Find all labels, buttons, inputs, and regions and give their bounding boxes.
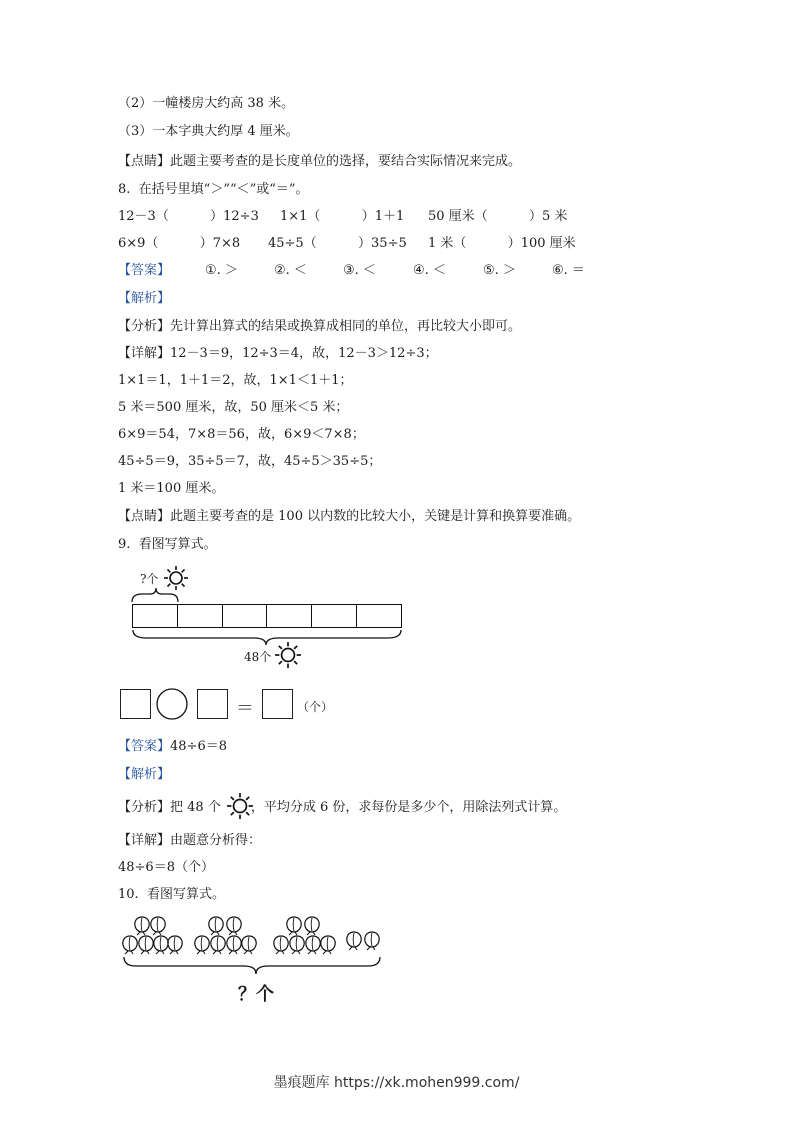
detail-line: 5 米＝500 厘米，故，50 厘米＜5 米； (118, 400, 349, 415)
detail-line: 1×1＝1，1＋1＝2，故，1×1＜1＋1； (118, 373, 353, 388)
answer-line (118, 738, 227, 756)
peach-group (195, 917, 256, 954)
analysis-line (118, 318, 521, 336)
segment-bar (132, 604, 402, 628)
q8-item: 1 米（ ）100 厘米 (428, 236, 576, 251)
question-label: ？个 (238, 984, 274, 1005)
answer-item: ③. ＜ (343, 263, 376, 278)
blank-box (120, 689, 151, 719)
text: 把 48 个 (170, 800, 221, 815)
text: 此题主要考查的是 100 以内数的比较大小，关键是计算和换算要准确。 (170, 509, 581, 524)
point-line (118, 153, 521, 171)
text: 12－3＝9，12÷3＝4，故，12－3＞12÷3； (170, 346, 438, 361)
tag: 【点睛】 (118, 154, 171, 169)
text-line: （2）一幢楼房大约高 38 米。 (118, 96, 295, 111)
text: ，平均分成 6 份，求每份是多少个，用除法列式计算。 (250, 800, 567, 815)
bottom-brace (130, 628, 406, 646)
answer-item: ①. ＞ (205, 263, 238, 278)
segment (267, 605, 312, 627)
blank-circle (155, 688, 189, 720)
segment (357, 605, 401, 627)
peach-group (274, 917, 335, 954)
tag: 【分析】 (118, 800, 171, 815)
analysis-line (118, 799, 566, 817)
segment (223, 605, 268, 627)
segment (178, 605, 223, 627)
detail-line: 48÷6＝8（个） (118, 860, 214, 875)
tag: 【分析】 (118, 319, 171, 334)
answer-item: ④. ＜ (413, 263, 446, 278)
q8-item: 6×9（ ）7×8 (118, 236, 241, 251)
tag: 【详解】 (118, 833, 171, 848)
question-8-title: 8. 在括号里填“＞”“＜”或“＝”。 (118, 182, 309, 197)
tag: 【答案】 (118, 739, 171, 754)
tag: 【点睛】 (118, 509, 171, 524)
footer-watermark: 墨痕题库 https://xk.mohen999.com/ (273, 1075, 520, 1091)
answer-item: ⑥. ＝ (552, 263, 585, 278)
sun-icon (226, 792, 254, 820)
text: 48÷6＝8 (170, 739, 227, 754)
question-10-title: 10. 看图写算式。 (118, 887, 225, 902)
tag: 【详解】 (118, 346, 171, 361)
detail-line: 1 米＝100 厘米。 (118, 481, 225, 496)
detail-line: 45÷5＝9，35÷5＝7，故，45÷5＞35÷5； (118, 454, 382, 469)
top-label: ?个 (140, 572, 159, 586)
text: 由题意分析得： (170, 833, 262, 848)
q8-item: 50 厘米（ ）5 米 (428, 209, 568, 224)
q8-item: 45÷5（ ）35÷5 (268, 236, 407, 251)
peach-group (123, 917, 182, 954)
answer-item: ⑤. ＞ (483, 263, 516, 278)
peach-group (347, 932, 379, 950)
detail-line (118, 345, 438, 363)
answer-item: ②. ＜ (274, 263, 307, 278)
blank-box (197, 689, 228, 719)
q8-item: 12－3（ ）12÷3 (118, 209, 259, 224)
analysis-tag: 【解析】 (118, 767, 171, 782)
segment (133, 605, 178, 627)
text-line: （3）一本字典大约厚 4 厘米。 (118, 124, 299, 139)
text: 先计算出算式的结果或换算成相同的单位，再比较大小即可。 (170, 319, 522, 334)
detail-line: 6×9＝54，7×8＝56，故，6×9＜7×8； (118, 427, 365, 442)
top-brace (128, 586, 188, 604)
text: 此题主要考查的是长度单位的选择，要结合实际情况来完成。 (170, 154, 522, 169)
question-9-title: 9. 看图写算式。 (118, 537, 217, 552)
analysis-tag: 【解析】 (118, 291, 171, 306)
answer-tag: 【答案】 (118, 263, 171, 278)
blank-box (262, 689, 293, 719)
segment (312, 605, 357, 627)
point-line (118, 508, 580, 526)
unit-label: （个） (297, 700, 334, 714)
sun-icon (274, 641, 302, 669)
equals-sign: ＝ (236, 698, 254, 719)
q8-item: 1×1（ ）1＋1 (280, 209, 405, 224)
bottom-label: 48个 (244, 650, 272, 664)
detail-line (118, 832, 261, 850)
